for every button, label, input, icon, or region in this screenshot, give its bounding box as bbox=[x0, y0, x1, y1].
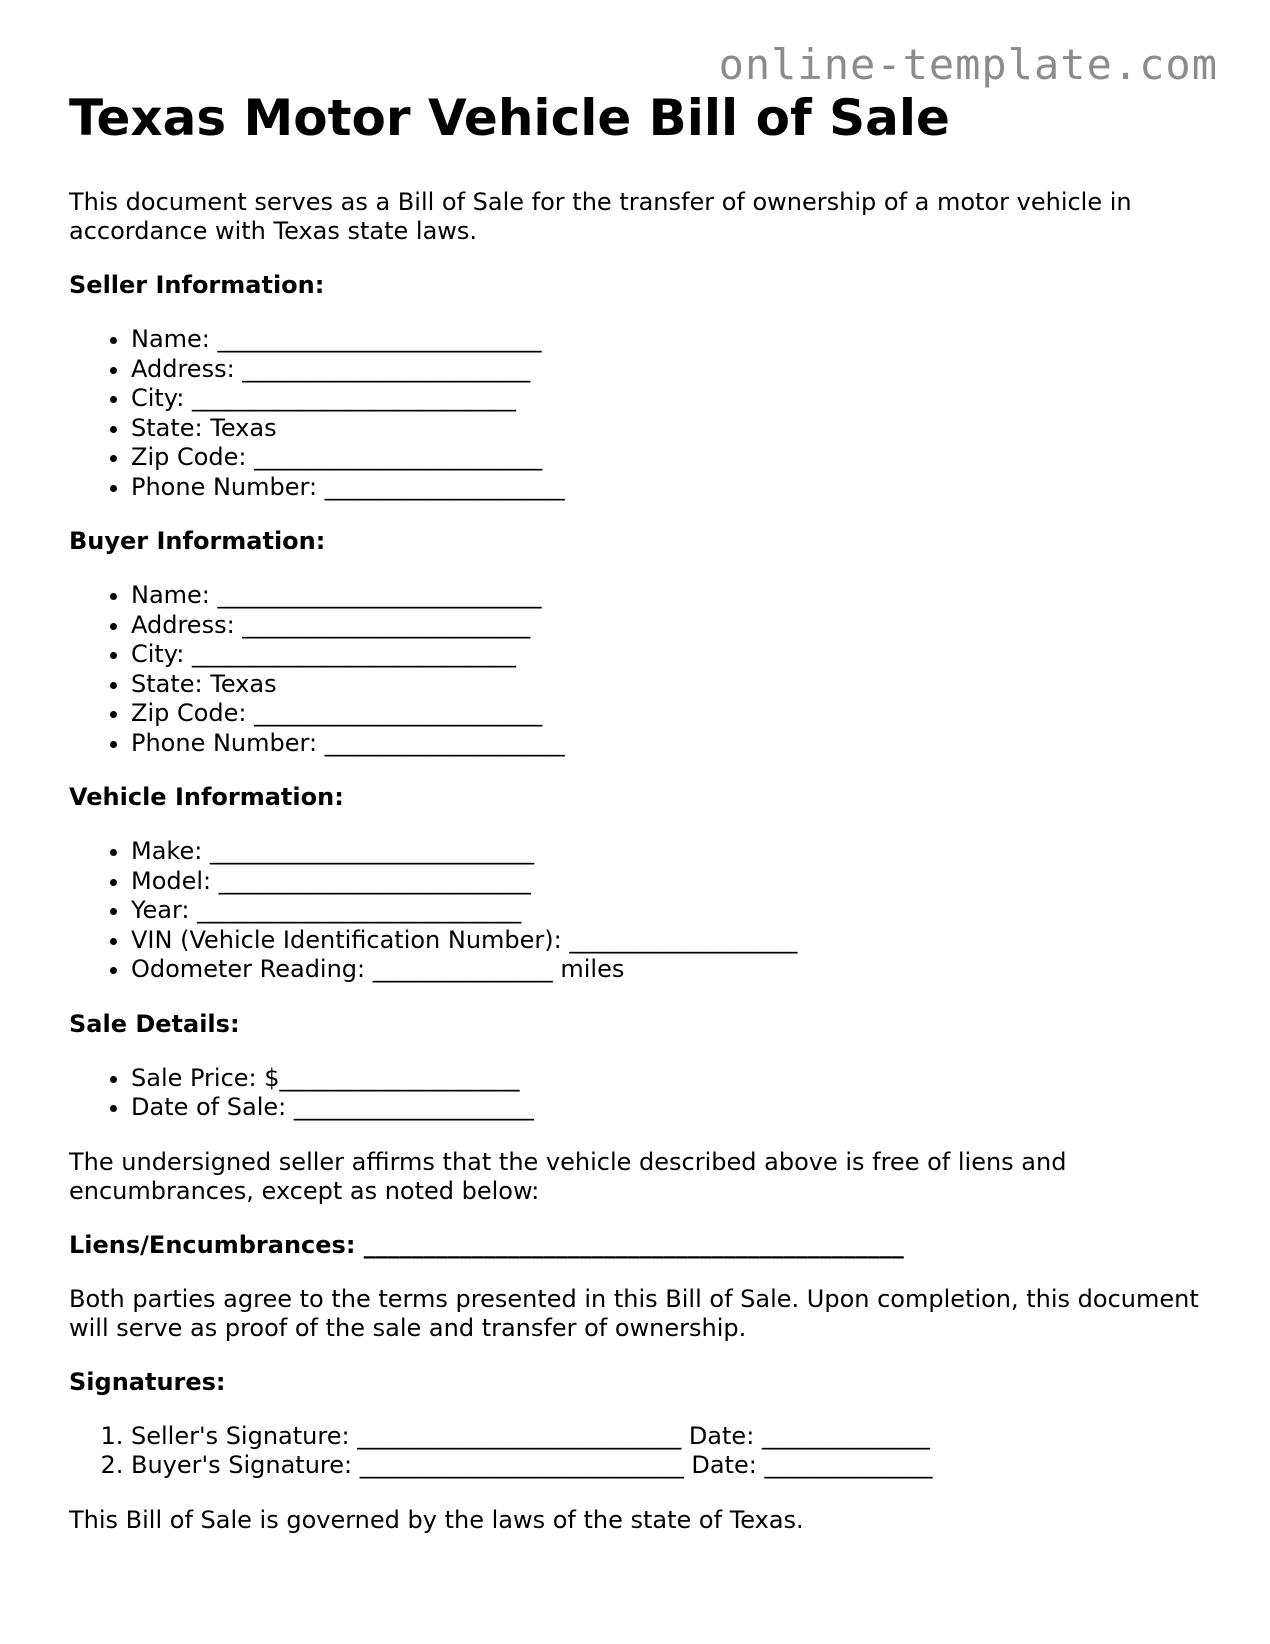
vehicle-heading: Vehicle Information: bbox=[69, 783, 344, 811]
buyer-signature-field[interactable]: 2. Buyer's Signature: ___________________________ Date: ______________ bbox=[131, 1451, 1219, 1481]
liens-line bbox=[69, 1231, 1219, 1260]
watermark: online-template.com bbox=[718, 40, 1218, 89]
document-title: Texas Motor Vehicle Bill of Sale bbox=[69, 89, 950, 147]
sale-heading: Sale Details: bbox=[69, 1009, 240, 1038]
buyer-city-field[interactable]: • City: ___________________________ bbox=[131, 640, 1219, 670]
seller-heading: Seller Information: bbox=[69, 271, 325, 299]
seller-list bbox=[69, 325, 1219, 502]
seller-name-field[interactable]: • Name: ___________________________ bbox=[131, 325, 1219, 355]
buyer-list bbox=[69, 581, 1219, 758]
footer-paragraph: This Bill of Sale is governed by the laws of the state of Texas. bbox=[69, 1505, 804, 1534]
buyer-address-field[interactable]: • Address: ________________________ bbox=[131, 611, 1219, 641]
vehicle-odometer-field[interactable]: • Odometer Reading: _______________ miles bbox=[131, 955, 1219, 985]
vehicle-year-field[interactable]: • Year: ___________________________ bbox=[131, 896, 1219, 926]
vehicle-vin-field[interactable]: • VIN (Vehicle Identification Number): ___________________ bbox=[131, 926, 1219, 956]
signatures-list bbox=[69, 1422, 1219, 1481]
intro-paragraph: This document serves as a Bill of Sale for the transfer of ownership of a motor vehicle in accordance with Texas state laws. bbox=[69, 188, 1132, 245]
buyer-zip-field[interactable]: • Zip Code: ________________________ bbox=[131, 699, 1219, 729]
buyer-heading: Buyer Information: bbox=[69, 527, 326, 555]
buyer-name-field[interactable]: • Name: ___________________________ bbox=[131, 581, 1219, 611]
sale-price-field[interactable]: • Sale Price: $____________________ bbox=[131, 1064, 1219, 1094]
sale-list bbox=[69, 1064, 1219, 1123]
buyer-state-field: • State: Texas bbox=[131, 670, 1219, 700]
buyer-phone-field[interactable]: • Phone Number: ____________________ bbox=[131, 729, 1219, 759]
seller-phone-field[interactable]: • Phone Number: ____________________ bbox=[131, 473, 1219, 503]
seller-signature-field[interactable]: 1. Seller's Signature: ___________________________ Date: ______________ bbox=[131, 1422, 1219, 1452]
sale-date-field[interactable]: • Date of Sale: ____________________ bbox=[131, 1093, 1219, 1123]
liens-field[interactable]: _____________________________________________ bbox=[355, 1230, 904, 1259]
agreement-paragraph: Both parties agree to the terms presented in this Bill of Sale. Upon completion, this document will serve as proof of the sale and transfer of ownership. bbox=[69, 1284, 1199, 1342]
seller-city-field[interactable]: • City: ___________________________ bbox=[131, 384, 1219, 414]
vehicle-model-field[interactable]: • Model: __________________________ bbox=[131, 867, 1219, 897]
seller-state-field: • State: Texas bbox=[131, 414, 1219, 444]
vehicle-list bbox=[69, 837, 1219, 985]
affirmation-paragraph: The undersigned seller affirms that the vehicle described above is free of liens and encumbrances, except as noted below: bbox=[69, 1147, 1067, 1205]
seller-address-field[interactable]: • Address: ________________________ bbox=[131, 355, 1219, 385]
vehicle-make-field[interactable]: • Make: ___________________________ bbox=[131, 837, 1219, 867]
seller-zip-field[interactable]: • Zip Code: ________________________ bbox=[131, 443, 1219, 473]
liens-label: Liens/Encumbrances: bbox=[69, 1230, 356, 1259]
signatures-heading: Signatures: bbox=[69, 1367, 226, 1396]
document-page bbox=[69, 88, 1219, 1560]
